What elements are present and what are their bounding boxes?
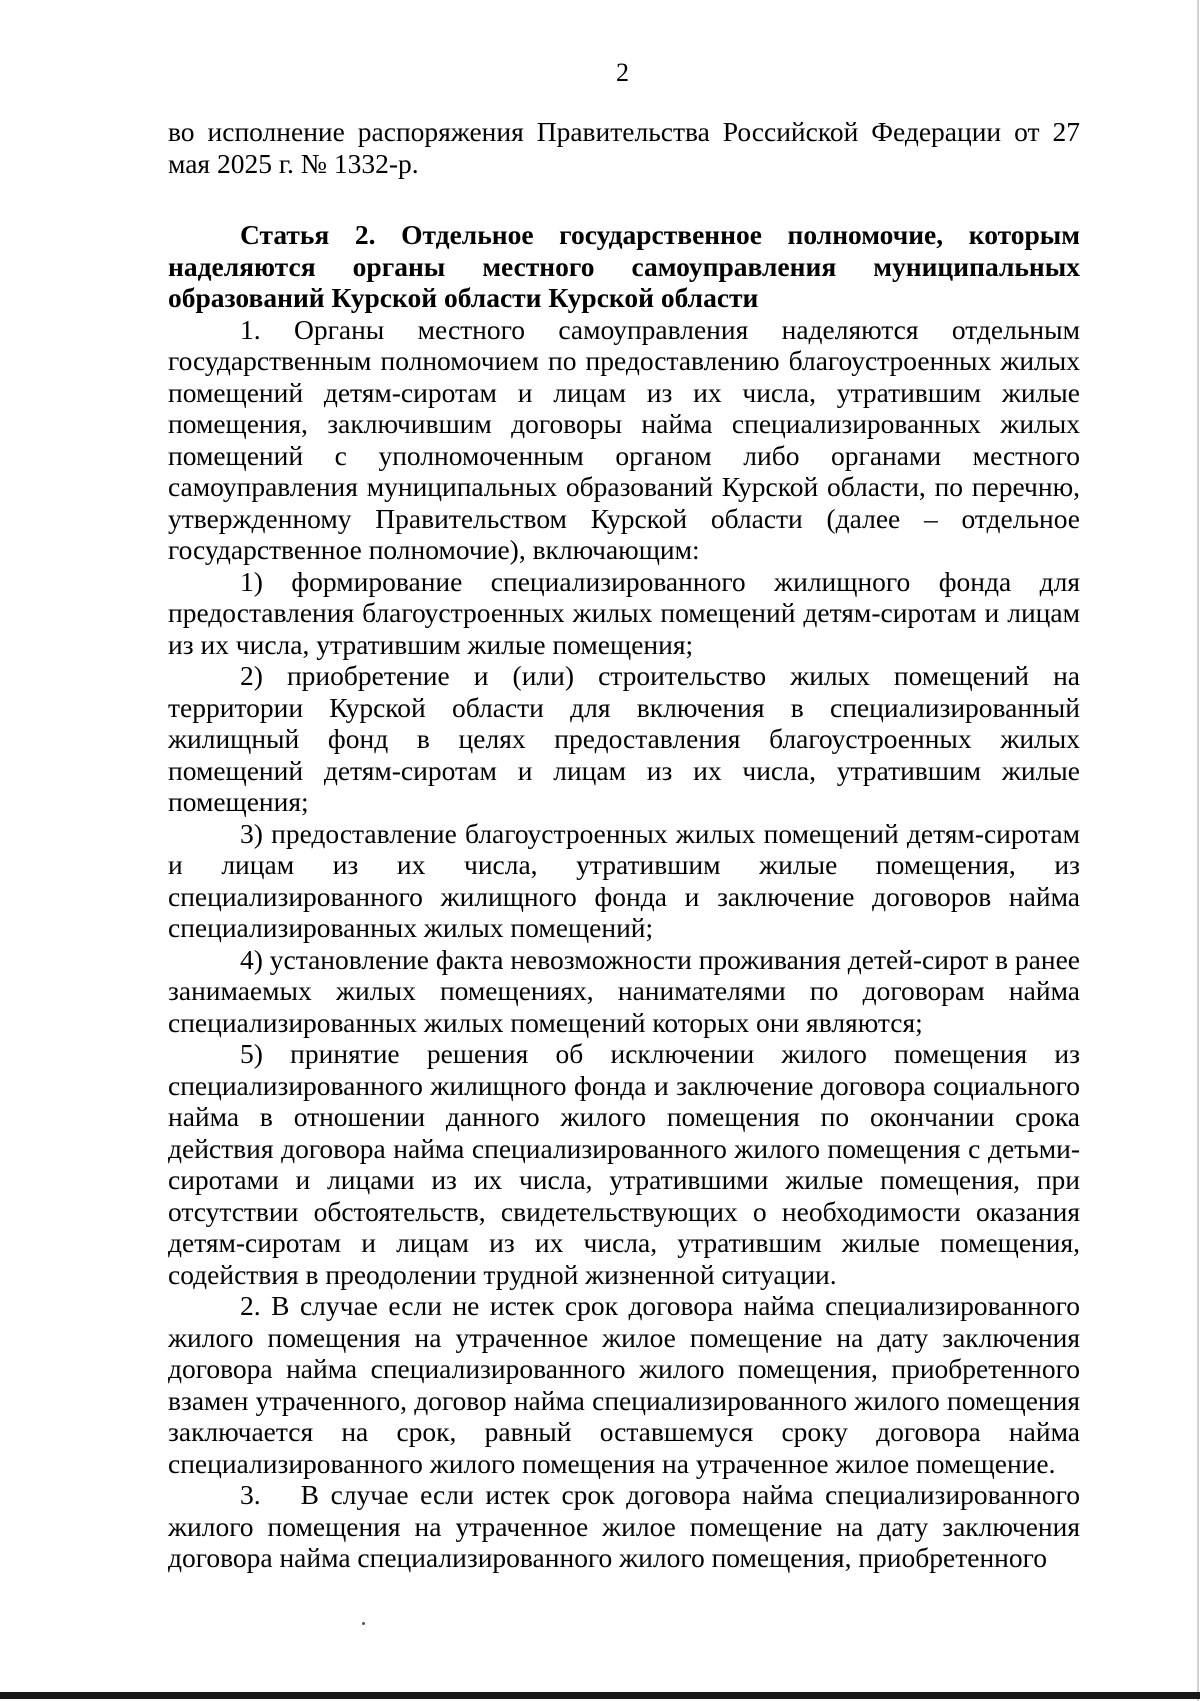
paragraph-2: 2. В случае если не истек срок договора найма специализированного жилого помещения на утраченное жилое помещение на дату заключения договора найма специализированного жилого помещения, приобретенного взамен утраченного, договор найма специализированного жилого помещения заключается на срок, равный оставшемуся сроку договора найма специализированного жилого помещения на утраченное жилое помещение. [168,1290,1080,1479]
paragraph-3 [168,1479,1080,1574]
list-item-2: 2) приобретение и (или) строительство жилых помещений на территории Курской области для включения в специализированный жилищный фонд в целях предоставления благоустроенных жилых помещений детям-сиротам и лицам из их числа, утратившим жилые помещения; [168,660,1080,817]
list-item-1: 1) формирование специализированного жилищного фонда для предоставления благоустроенных жилых помещений детям-сиротам и лицам из их числа, утратившим жилые помещения; [168,565,1080,660]
scan-edge-bottom [0,1692,1200,1699]
scan-edge-right [1196,0,1199,1701]
paragraph-3-text: В случае если истек срок договора найма специализированного жилого помещения на утраченное жилое помещение на дату заключения договора найма специализированного жилого помещения, приобретенного [168,1479,1080,1573]
paragraph-1: 1. Органы местного самоуправления наделяются отдельным государственным полномочием по предоставлению благоустроенных жилых помещений детям-сиротам и лицам из их числа, утратившим жилые помещения, заключившим договоры найма специализированных жилых помещений с уполномоченным органом либо органами местного самоуправления муниципальных образований Курской области, по перечню, утвержденному Правительством Курской области (далее – отдельное государственное полномочие), включающим: [168,313,1080,565]
intro-paragraph: во исполнение распоряжения Правительства Российской Федерации от 27 мая 2025 г. № 1332-р. [168,116,1080,179]
list-item-3: 3) предоставление благоустроенных жилых помещений детям-сиротам и лицам из их числа, утратившим жилые помещения, из специализированного жилищного фонда и заключение договоров найма специализированных жилых помещений; [168,817,1080,943]
list-item-4: 4) установление факта невозможности проживания детей-сирот в ранее занимаемых жилых помещениях, нанимателями по договорам найма специализированных жилых помещений которых они являются; [168,943,1080,1038]
scan-speck [362,1622,365,1625]
paragraph-3-number: 3. [240,1479,261,1510]
document-body [168,116,1080,1574]
list-item-5: 5) принятие решения об исключении жилого помещения из специализированного жилищного фонда и заключение договора социального найма в отношении данного жилого помещения по окончании срока действия договора найма специализированного жилого помещения с детьми-сиротами и лицами из их числа, утратившими жилые помещения, при отсутствии обстоятельств, свидетельствующих о необходимости оказания детям-сиротам и лицам из их числа, утратившим жилые помещения, содействия в преодолении трудной жизненной ситуации. [168,1038,1080,1290]
article-heading: Статья 2. Отдельное государственное полномочие, которым наделяются органы местного самоуправления муниципальных образований Курской области Курской области [168,219,1080,313]
page-number: 2 [616,58,629,87]
